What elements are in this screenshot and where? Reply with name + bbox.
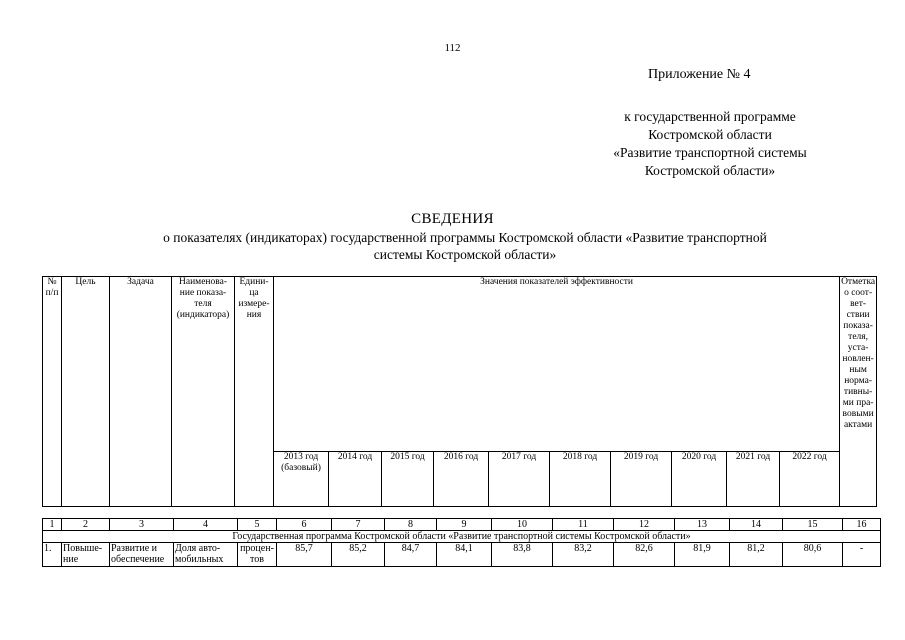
- row-num: 1.: [43, 543, 62, 567]
- header-year: 2017 год: [489, 452, 550, 507]
- document-subtitle: [100, 229, 830, 263]
- col-number: 16: [843, 519, 881, 531]
- subtitle-line: о показателях (индикаторах) государственной программы Костромской области «Развитие транспортной: [163, 230, 767, 245]
- row-unit: процен- тов: [238, 543, 277, 567]
- indicators-body-table: [42, 518, 881, 567]
- row-value: 83,8: [492, 543, 553, 567]
- document-title: СВЕДЕНИЯ: [411, 211, 494, 227]
- header-year: 2021 год: [727, 452, 780, 507]
- col-number: 14: [730, 519, 783, 531]
- row-task: Развитие и обеспечение: [110, 543, 174, 567]
- col-number: 12: [614, 519, 675, 531]
- header-goal: Цель: [62, 277, 110, 507]
- row-value: 85,7: [277, 543, 332, 567]
- col-number: 8: [385, 519, 437, 531]
- col-number: 13: [675, 519, 730, 531]
- header-year: 2022 год: [780, 452, 840, 507]
- header-task: Задача: [110, 277, 172, 507]
- row-note: -: [843, 543, 881, 567]
- subtitle-line: системы Костромской области»: [373, 247, 557, 262]
- header-year: 2019 год: [611, 452, 672, 507]
- row-value: 80,6: [783, 543, 843, 567]
- header-year: 2020 год: [672, 452, 727, 507]
- col-number: 1: [43, 519, 62, 531]
- row-value: 84,1: [437, 543, 492, 567]
- program-line: к государственной программе: [624, 109, 796, 124]
- col-number: 3: [110, 519, 174, 531]
- row-value: 81,2: [730, 543, 783, 567]
- col-number: 6: [277, 519, 332, 531]
- row-value: 82,6: [614, 543, 675, 567]
- header-year: 2013 год (базовый): [274, 452, 329, 507]
- header-indicator: Наименова- ние показа- теля (индикатора): [172, 277, 235, 507]
- row-value: 85,2: [332, 543, 385, 567]
- col-number: 15: [783, 519, 843, 531]
- program-reference: [520, 108, 900, 180]
- row-indicator: Доля авто- мобильных: [174, 543, 238, 567]
- header-values: Значения показателей эффективности: [274, 277, 840, 452]
- header-unit: Едини- ца измере- ния: [235, 277, 274, 507]
- header-year: 2015 год: [382, 452, 434, 507]
- col-number: 5: [238, 519, 277, 531]
- row-value: 84,7: [385, 543, 437, 567]
- row-value: 81,9: [675, 543, 730, 567]
- col-number: 4: [174, 519, 238, 531]
- appendix-label: Приложение № 4: [648, 67, 751, 82]
- program-line: Костромской области»: [644, 163, 776, 178]
- row-goal: Повыше- ние: [62, 543, 110, 567]
- col-number: 10: [492, 519, 553, 531]
- indicators-header-table: [42, 276, 877, 507]
- col-number: 7: [332, 519, 385, 531]
- program-row: Государственная программа Костромской области «Развитие транспортной системы Костромской области»: [43, 531, 881, 543]
- program-line: Костромской области: [648, 127, 772, 142]
- header-year: 2014 год: [329, 452, 382, 507]
- header-year: 2016 год: [434, 452, 489, 507]
- row-value: 83,2: [553, 543, 614, 567]
- col-number: 11: [553, 519, 614, 531]
- page-number: 112: [444, 42, 461, 54]
- col-number: 9: [437, 519, 492, 531]
- col-number: 2: [62, 519, 110, 531]
- header-year: 2018 год: [550, 452, 611, 507]
- header-note: Отметка о соот- вет- ствии показа- теля, уста- новлен- ным норма- тивны- ми пра- вовыми актами: [840, 277, 877, 507]
- program-line: «Развитие транспортной системы: [613, 145, 807, 160]
- header-num: № п/п: [43, 277, 62, 507]
